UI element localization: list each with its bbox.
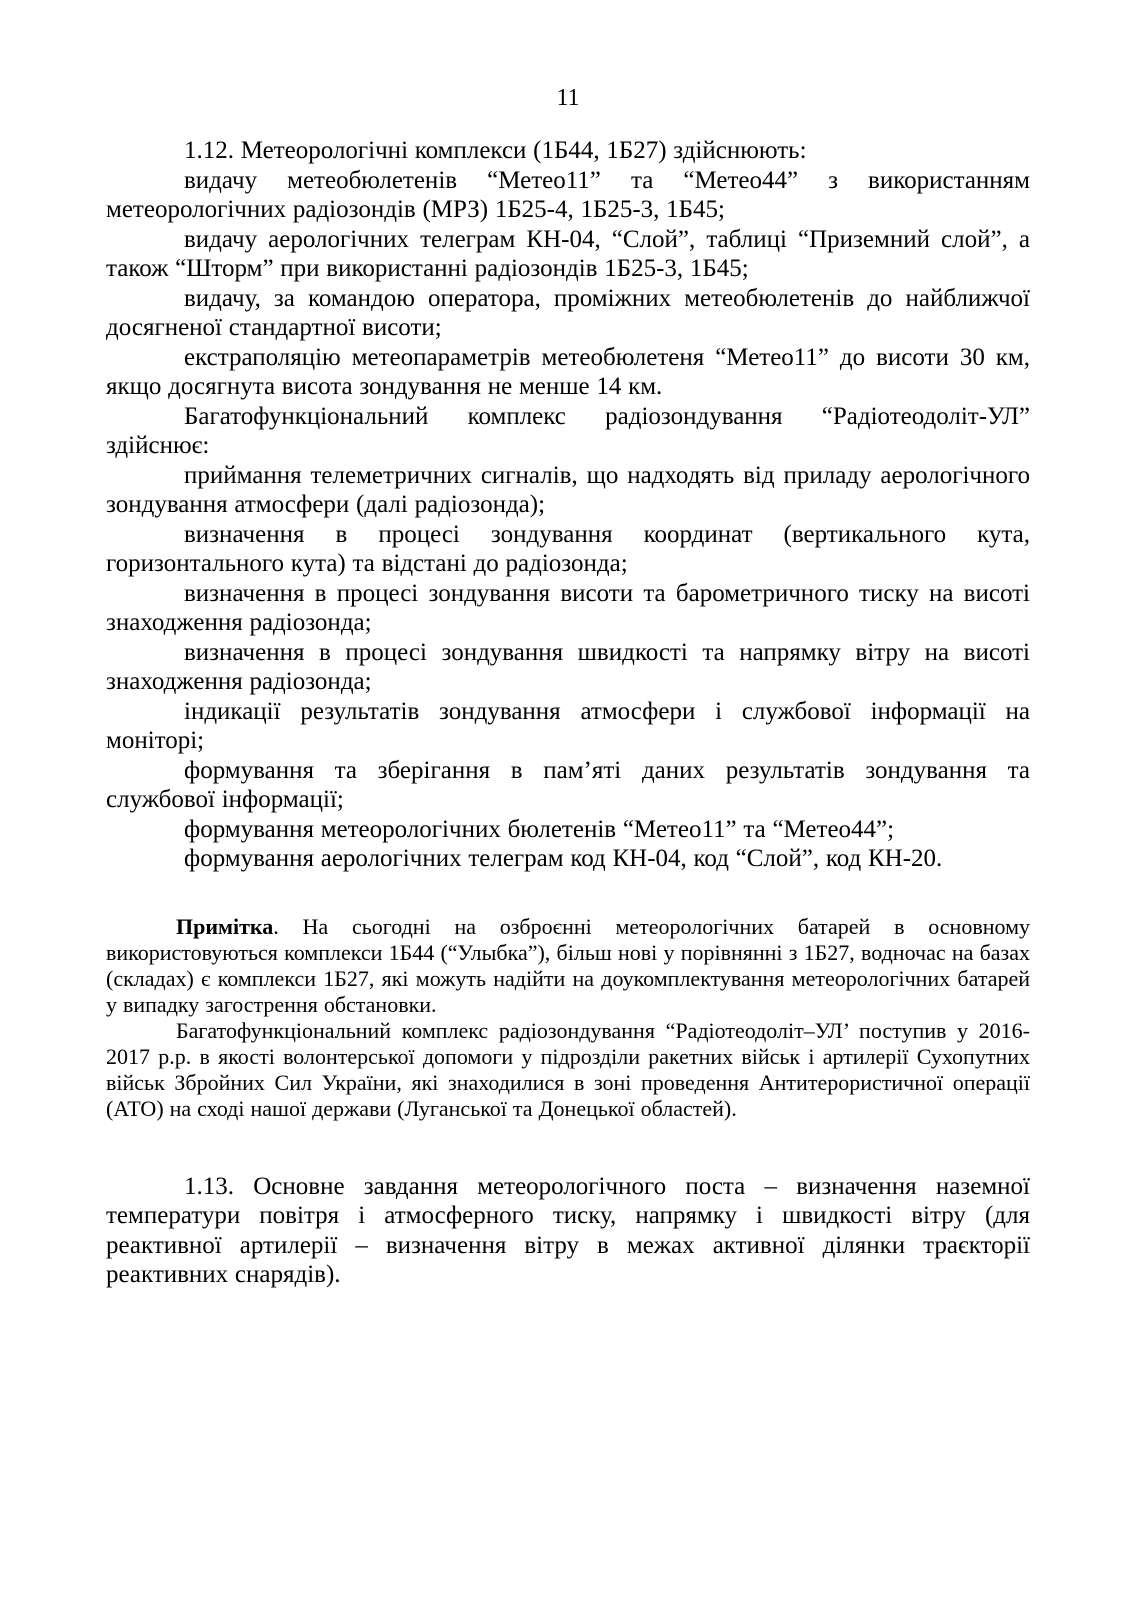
paragraph: видачу, за командою оператора, проміжних метеобюлетенів до найближчої досягненої стандартної висоти;: [106, 284, 1030, 341]
paragraph: формування та зберігання в пам’яті даних результатів зондування та службової інформації;: [106, 756, 1030, 813]
paragraph: видачу аерологічних телеграм КН-04, “Слой”, таблиці “Приземний слой”, а також “Шторм” при використанні радіозондів 1Б25-3, 1Б45;: [106, 225, 1030, 282]
paragraph-1-12-heading: 1.12. Метеорологічні комплекси (1Б44, 1Б27) здійснюють:: [184, 137, 807, 164]
page-number: 11: [556, 85, 580, 111]
paragraph: визначення в процесі зондування швидкості та напрямку вітру на висоті знаходження радіозонда;: [106, 638, 1030, 695]
section-1-12: [106, 136, 1030, 874]
note-section: [106, 914, 1030, 1122]
note-paragraph: [106, 914, 1030, 1018]
paragraph: формування аерологічних телеграм код КН-04, код “Слой”, код КН-20.: [184, 845, 943, 872]
note-label: Примітка: [176, 913, 274, 939]
paragraph: приймання телеметричних сигналів, що надходять від приладу аерологічного зондування атмосфери (далі радіозонда);: [106, 461, 1030, 518]
note-text: . На сьогодні на озброєнні метеорологічних батарей в основному використовуються комплекси 1Б44 (“Улыбка”), більш нові у порівнянні з 1Б27, водночас на базах (складах) є комплекси 1Б27, які можуть надійти на доукомплектування метеорологічних батарей у випадку загострення обстановки.: [106, 913, 1030, 1017]
note-paragraph: Багатофункціональний комплекс радіозондування “Радіотеодоліт–УЛ’ поступив у 2016-2017 р.р. в якості волонтерської допомоги у підрозділи ракетних військ і артилерії Сухопутних військ Збройних Сил України, які знаходилися в зоні проведення Антитерористичної операції (АТО) на сході нашої держави (Луганської та Донецької областей).: [106, 1017, 1030, 1121]
paragraph: видачу метеобюлетенів “Метео11” та “Метео44” з використанням метеорологічних радіозондів (МРЗ) 1Б25-4, 1Б25-3, 1Б45;: [106, 166, 1030, 223]
paragraph: Багатофункціональний комплекс радіозондування “Радіотеодоліт-УЛ” здійснює:: [106, 402, 1030, 459]
section-1-13: [106, 1172, 1030, 1290]
paragraph: визначення в процесі зондування координат (вертикального кута, горизонтального кута) та відстані до радіозонда;: [106, 520, 1030, 577]
paragraph: визначення в процесі зондування висоти та барометричного тиску на висоті знаходження радіозонда;: [106, 579, 1030, 636]
paragraph: екстраполяцію метеопараметрів метеобюлетеня “Метео11” до висоти 30 км, якщо досягнута висота зондування не менше 14 км.: [106, 343, 1030, 400]
paragraph-1-13: 1.13. Основне завдання метеорологічного поста – визначення наземної температури повітря і атмосферного тиску, напрямку і швидкості вітру (для реактивної артилерії – визначення вітру в межах активної ділянки траєкторії реактивних снарядів).: [106, 1172, 1030, 1288]
paragraph: індикації результатів зондування атмосфери і службової інформації на моніторі;: [106, 697, 1030, 754]
paragraph: формування метеорологічних бюлетенів “Метео11” та “Метео44”;: [184, 815, 895, 843]
